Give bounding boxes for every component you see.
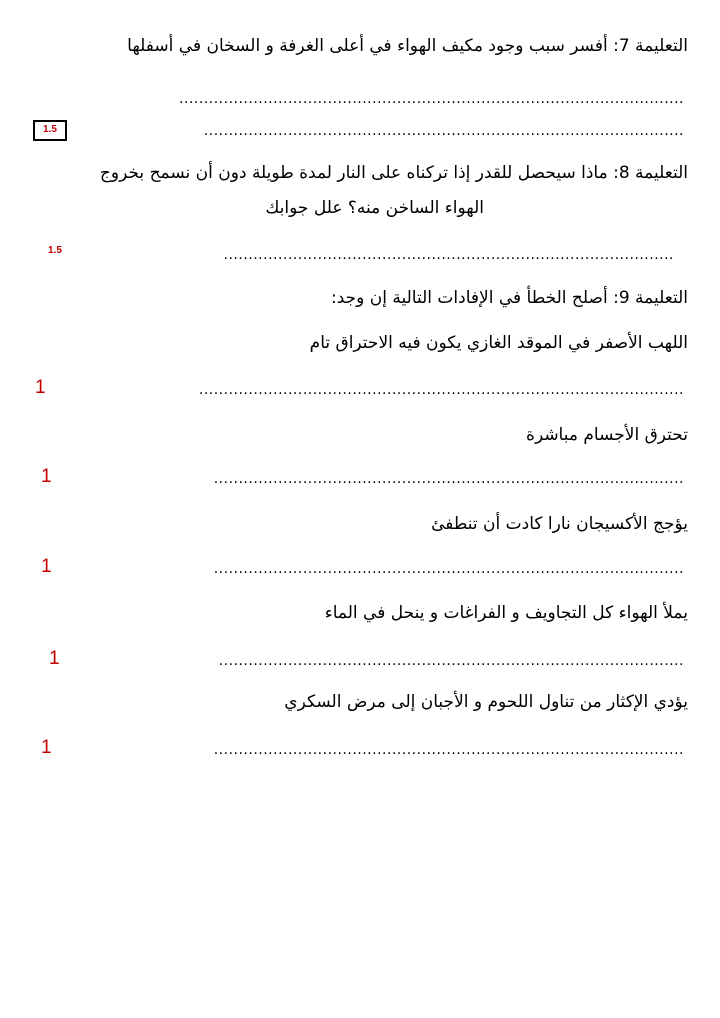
- q9-answer-line-1[interactable]: ..................................................................................................: [198, 382, 684, 398]
- q9-score-2: 1: [41, 466, 52, 487]
- q7-answer-line-1[interactable]: ......................................................................................................: [179, 91, 684, 107]
- q9-statement-3: يؤجج الأكسيجان نارا كادت أن تنطفئ: [431, 514, 688, 534]
- q9-score-4: 1: [49, 648, 60, 669]
- q9-answer-line-5[interactable]: ...............................................................................................: [213, 742, 684, 758]
- q7-answer-line-2[interactable]: .................................................................................................: [203, 123, 684, 139]
- q9-answer-line-3[interactable]: ...............................................................................................: [213, 561, 684, 577]
- q9-answer-line-2[interactable]: ...............................................................................................: [213, 471, 684, 487]
- q9-statement-5: يؤدي الإكثار من تناول اللحوم و الأجبان إلى مرض السكري: [284, 692, 688, 712]
- q8-score: 1.5: [48, 245, 62, 256]
- q8-text-line-1: التعليمة 8: ماذا سيحصل للقدر إذا تركناه على النار لمدة طويلة دون أن نسمح بخروج: [99, 163, 688, 183]
- q9-statement-4: يملأ الهواء كل التجاويف و الفراغات و ينحل في الماء: [324, 603, 688, 623]
- q9-score-1: 1: [35, 377, 46, 398]
- q9-score-3: 1: [41, 556, 52, 577]
- q9-statement-1: اللهب الأصفر في الموقد الغازي يكون فيه الاحتراق تام: [309, 333, 688, 353]
- q9-statement-2: تحترق الأجسام مباشرة: [526, 425, 688, 445]
- q7-score-box: 1.5: [33, 120, 67, 141]
- q9-answer-line-4[interactable]: ..............................................................................................: [218, 653, 684, 669]
- q9-score-5: 1: [41, 737, 52, 758]
- q7-text: التعليمة 7: أفسر سبب وجود مكيف الهواء في أعلى الغرفة و السخان في أسفلها: [127, 36, 688, 56]
- q8-text-line-2: الهواء الساخن منه؟ علل جوابك: [265, 198, 484, 218]
- q8-answer-line[interactable]: ...........................................................................................: [223, 247, 674, 263]
- q9-instruction: التعليمة 9: أصلح الخطأ في الإفادات التالية إن وجد:: [330, 288, 688, 308]
